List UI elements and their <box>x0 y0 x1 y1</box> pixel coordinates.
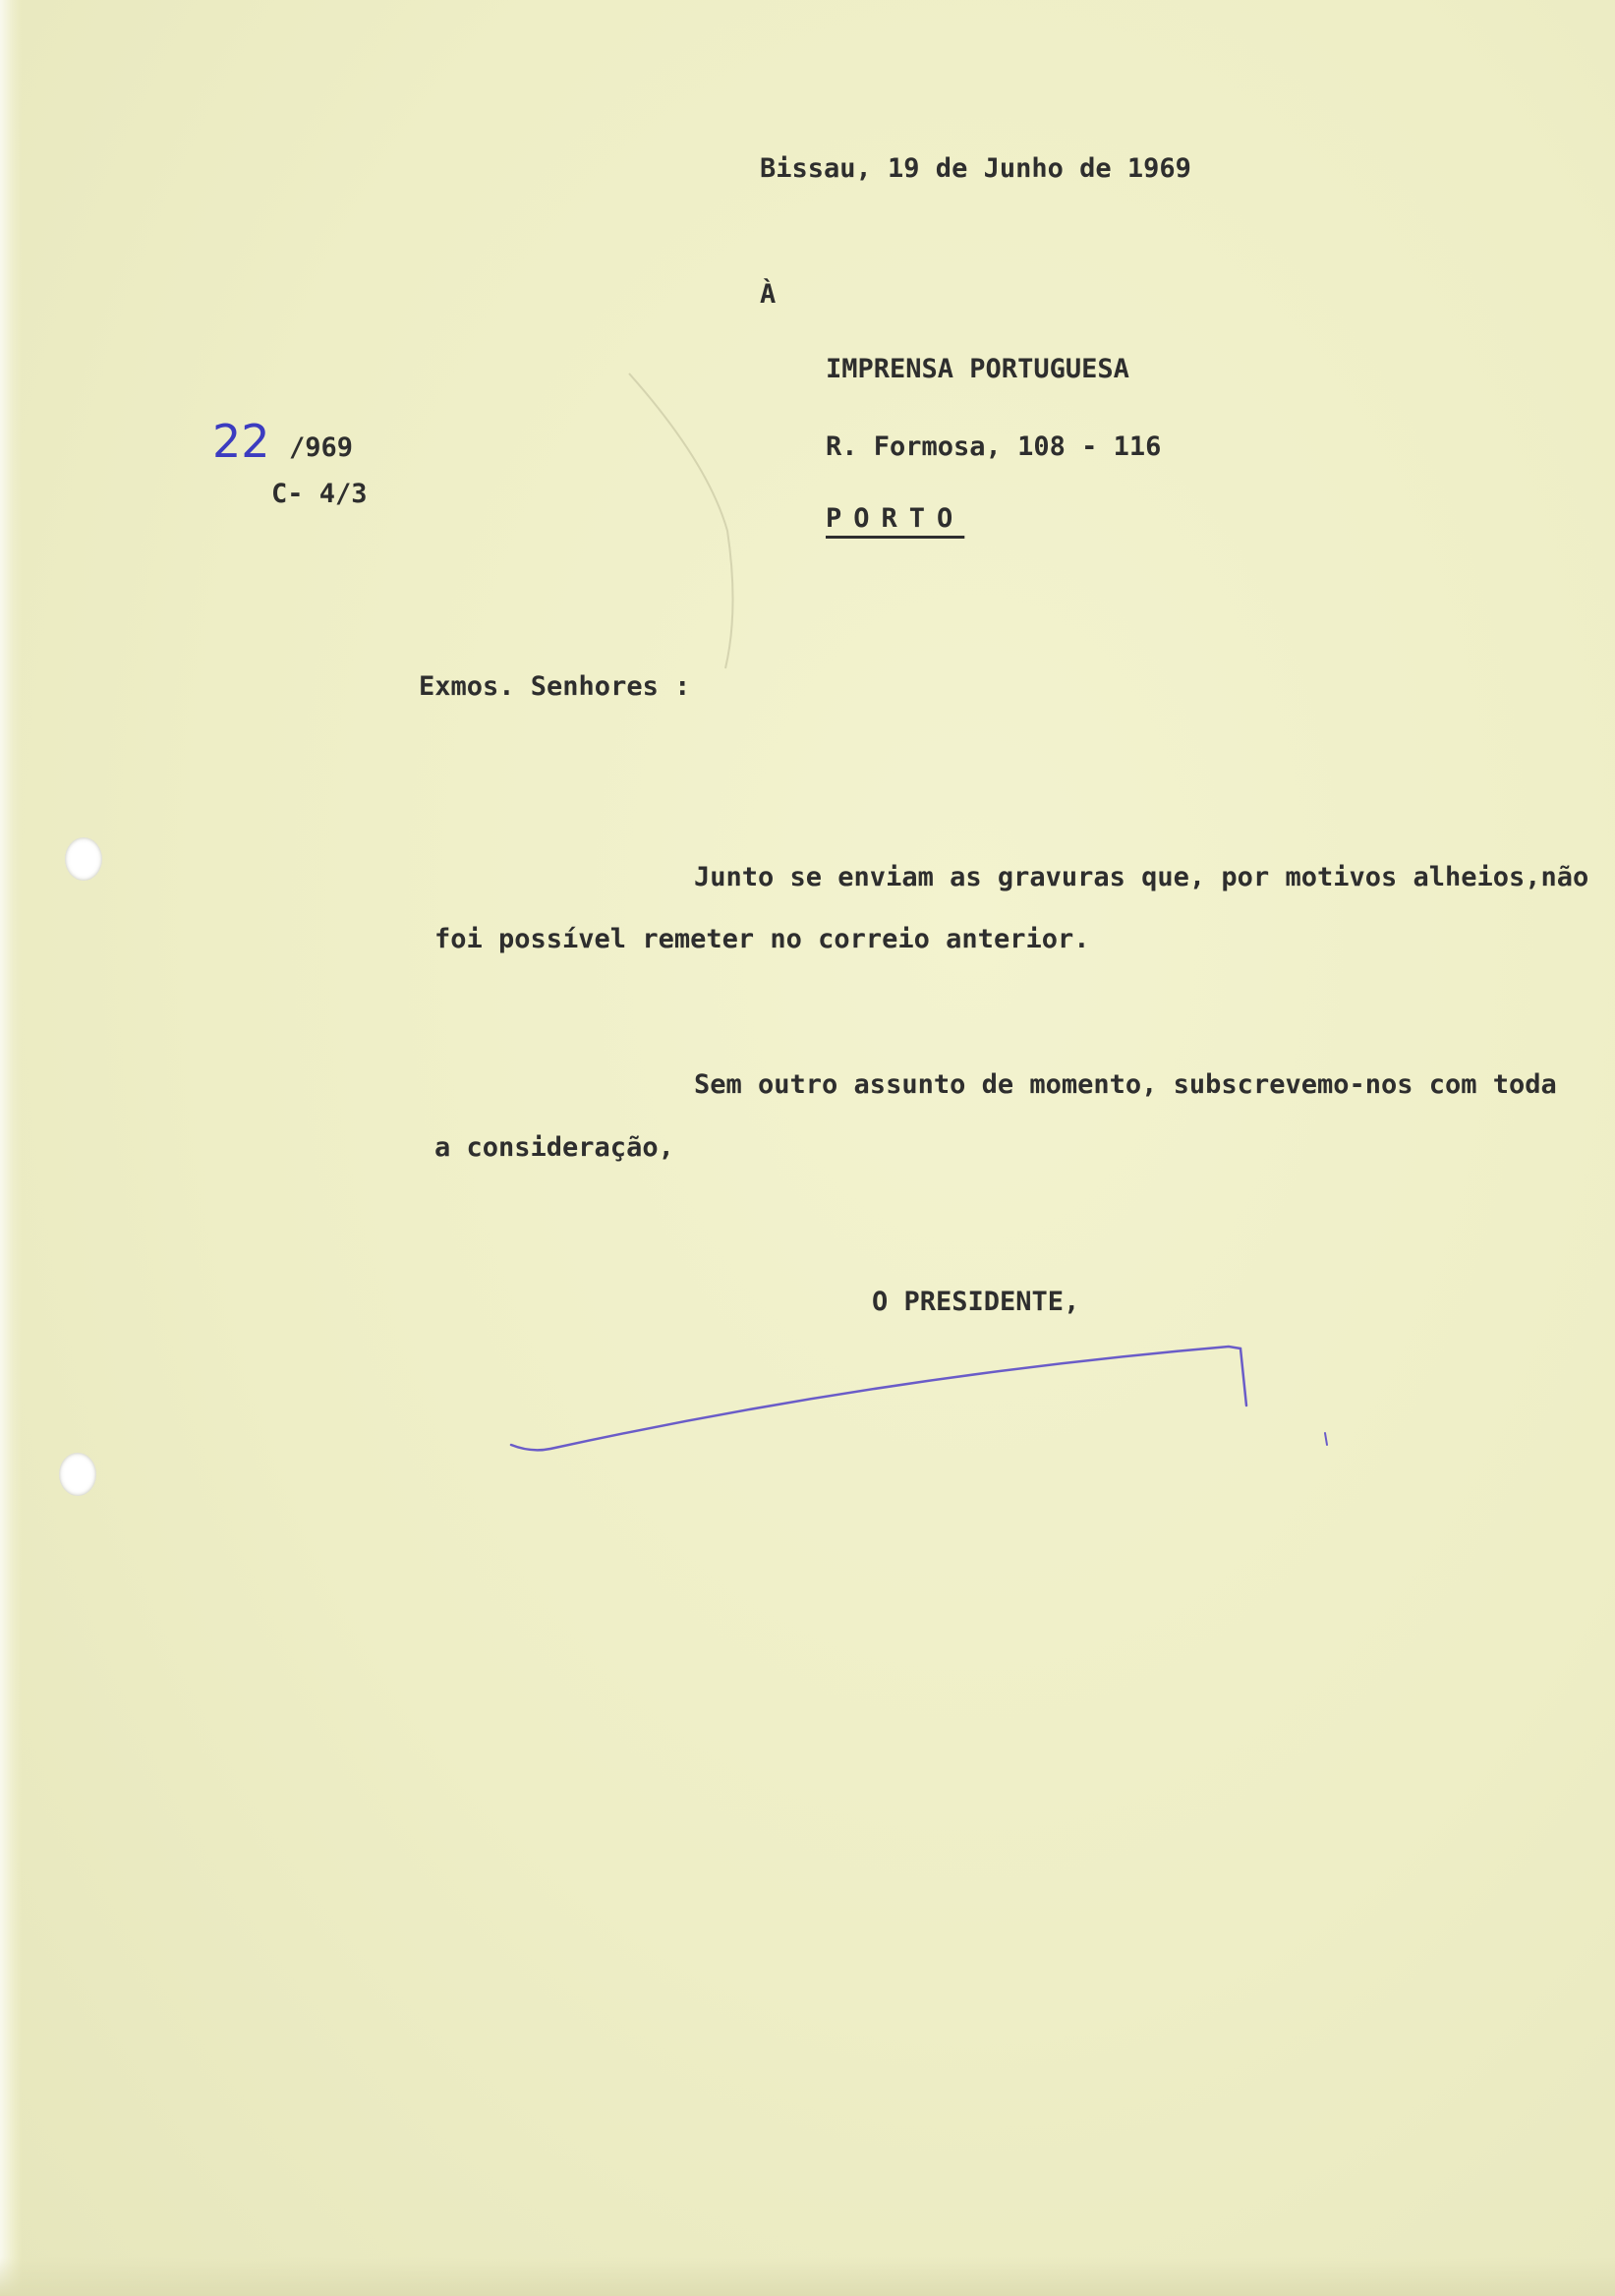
reference-handwritten-number: 22 <box>212 415 270 468</box>
paper-crease <box>629 373 733 668</box>
body-paragraph-1-line-1: Junto se enviam as gravuras que, por motivos alheios,não <box>694 862 1589 892</box>
signature-stroke <box>511 1347 1246 1450</box>
reference-year: /969 <box>289 432 354 463</box>
body-paragraph-1-line-2: foi possível remeter no correio anterior. <box>434 924 1090 954</box>
reference-code: C- 4/3 <box>271 479 368 509</box>
addressee-street: R. Formosa, 108 - 116 <box>826 431 1162 462</box>
date-line: Bissau, 19 de Junho de 1969 <box>760 153 1191 184</box>
salutation: Exmos. Senhores : <box>419 671 691 702</box>
body-paragraph-2-line-1: Sem outro assunto de momento, subscrevemo-nos com toda <box>694 1069 1557 1100</box>
addressee-city: PORTO <box>826 503 965 534</box>
signature-tick <box>1325 1433 1327 1445</box>
closing: O PRESIDENTE, <box>872 1287 1080 1317</box>
addressee-prefix: À <box>760 279 777 310</box>
addressee-name: IMPRENSA PORTUGUESA <box>826 354 1129 384</box>
body-paragraph-2-line-2: a consideração, <box>434 1132 674 1163</box>
